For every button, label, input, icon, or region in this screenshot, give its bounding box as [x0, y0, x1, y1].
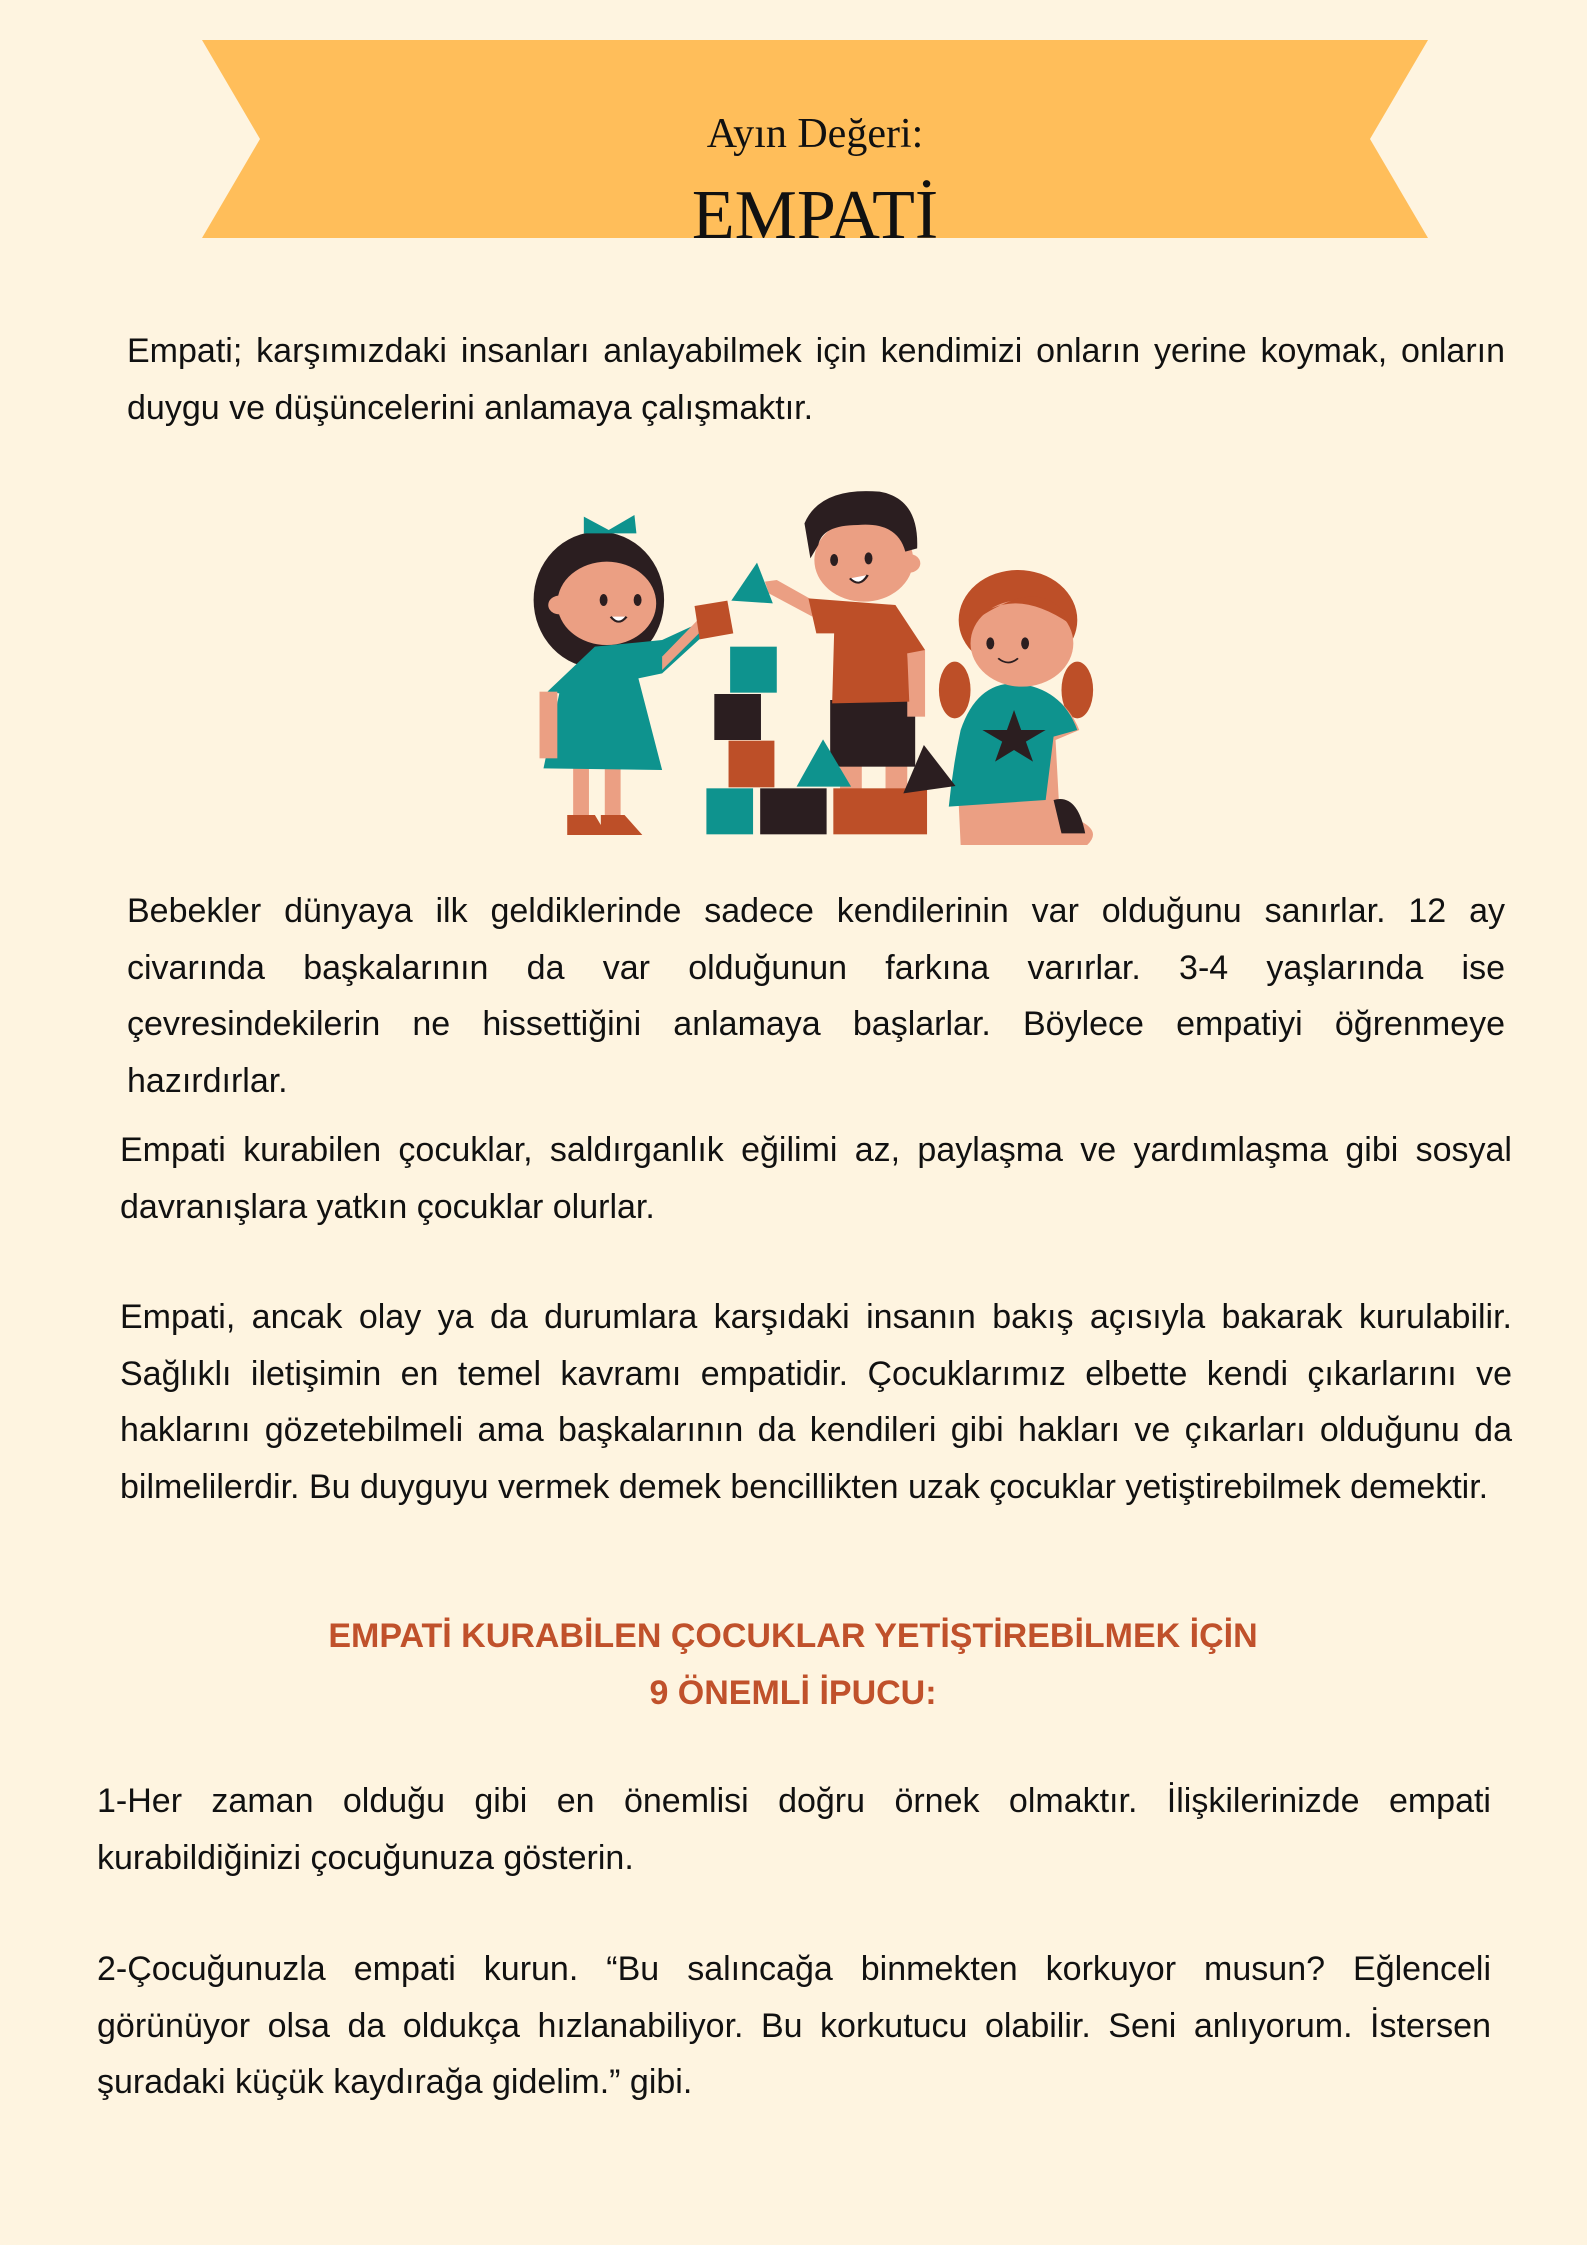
intro-paragraph: Empati; karşımızdaki insanları anlayabilmek için kendimizi onların yerine koymak, onların duygu ve düşüncelerini anlamaya çalışmaktır.: [127, 332, 1505, 427]
girl-left-figure: [534, 515, 710, 835]
boy-figure: [765, 491, 925, 790]
banner-subtitle: Ayın Değeri:: [706, 111, 924, 157]
title-banner: [202, 40, 1428, 254]
perspective-paragraph: Empati, ancak olay ya da durumlara karşıdaki insanın bakış açısıyla bakarak kurulabilir. Sağlıklı iletişimin en temel kavramı empatidir. Çocuklarımız elbette kendi çıkarlarını ve haklarını gözetebilmeli ama başkalarının da kendileri gibi hakları ve çıkarları olduğunu da bilmelilerdir. Bu duyguyu vermek demek bencillikten uzak çocuklar yetiştirebilmek demektir.: [120, 1298, 1512, 1506]
development-paragraph: Bebekler dünyaya ilk geldiklerinde sadece kendilerinin var olduğunu sanırlar. 12 ay civarında başkalarının da var olduğunun farkına varırlar. 3-4 yaşlarında ise çevresindekilerin ne hissettiğini anlamaya başlarlar. Böylece empatiyi öğrenmeye hazırdırlar.: [127, 892, 1505, 1100]
children-playing-blocks-illustration: [500, 470, 1120, 850]
tip-item: 2-Çocuğunuzla empati kurun. “Bu salıncağa binmekten korkuyor musun? Eğlenceli görünüyor olsa da oldukça hızlanabiliyor. Bu korkutucu olabilir. Seni anlıyorum. İstersen şuradaki küçük kaydırağa gidelim.” gibi.: [97, 1950, 1491, 2101]
girl-right-figure: [939, 570, 1093, 845]
tips-heading: [120, 1608, 1466, 1722]
tip-item: 1-Her zaman olduğu gibi en önemlisi doğru örnek olmaktır. İlişkilerinizde empati kurabildiğinizi çocuğunuza gösterin.: [97, 1782, 1491, 1877]
benefits-paragraph: Empati kurabilen çocuklar, saldırganlık eğilimi az, paylaşma ve yardımlaşma gibi sosyal davranışlara yatkın çocuklar olurlar.: [120, 1131, 1512, 1226]
banner-title: EMPATİ: [691, 177, 939, 254]
tips-heading-line1: EMPATİ KURABİLEN ÇOCUKLAR YETİŞTİREBİLMEK İÇİN: [328, 1617, 1258, 1655]
tips-heading-line2: 9 ÖNEMLİ İPUCU:: [649, 1674, 937, 1712]
